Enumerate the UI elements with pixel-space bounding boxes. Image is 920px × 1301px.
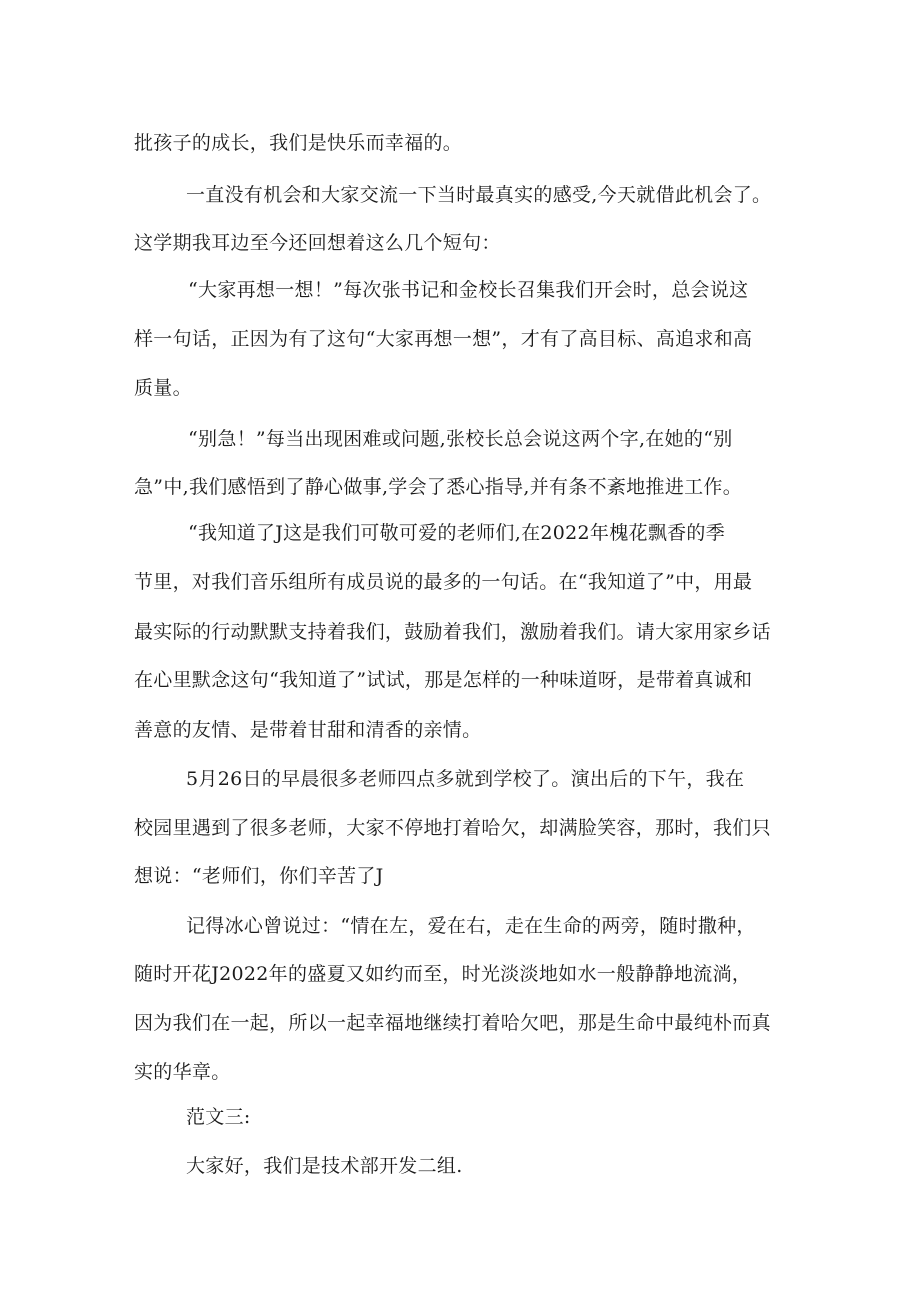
text-line-18: 随时开花J2022年的盛夏又如约而至，时光淡淡地如水一般静静地流淌， <box>134 963 752 985</box>
text-line-4: “大家再想一想！”每次张书记和金校长召集我们开会时，总会说这 <box>188 279 749 301</box>
text-line-12: 在心里默念这句“我知道了”试试，那是怎样的一种味道呀，是带着真诚和 <box>134 669 753 691</box>
text-line-14: 5月26日的早晨很多老师四点多就到学校了。演出后的下午，我在 <box>186 768 745 790</box>
section-heading: 范文三: <box>186 1106 251 1128</box>
text-line-11: 最实际的行动默默支持着我们，鼓励着我们，激励着我们。请大家用家乡话 <box>134 621 771 643</box>
text-line-15: 校园里遇到了很多老师，大家不停地打着哈欠，却满脸笑容，那时，我们只 <box>134 817 771 839</box>
text-line-19: 因为我们在一起，所以一起幸福地继续打着哈欠吧，那是生命中最纯朴而真 <box>134 1012 771 1034</box>
text-line-9: “我知道了J这是我们可敬可爱的老师们,在2022年槐花飘香的季 <box>188 522 726 544</box>
text-line-2: 一直没有机会和大家交流一下当时最真实的感受,今天就借此机会了。 <box>186 184 772 206</box>
text-line-7: “别急！”每当出现困难或问题,张校长总会说这两个字,在她的“别 <box>188 428 733 450</box>
text-line-13: 善意的友情、是带着甘甜和清香的亲情。 <box>134 719 482 741</box>
text-line-20: 实的华章。 <box>134 1061 231 1083</box>
text-line-10: 节里，对我们音乐组所有成员说的最多的一句话。在“我知道了”中，用最 <box>134 571 753 593</box>
text-line-3: 这学期我耳边至今还回想着这么几个短句： <box>134 232 501 254</box>
text-line-22: 大家好，我们是技术部开发二组. <box>186 1155 463 1177</box>
text-line-1: 批孩子的成长，我们是快乐而幸福的。 <box>134 132 463 154</box>
text-line-16: 想说：“老师们，你们辛苦了J <box>134 865 384 887</box>
text-line-5: 样一句话，正因为有了这句“大家再想一想”，才有了高目标、高追求和高 <box>134 328 753 350</box>
text-line-17: 记得冰心曾说过：“情在左，爱在右，走在生命的两旁，随时撒种， <box>186 915 756 937</box>
text-line-6: 质量。 <box>134 377 192 399</box>
text-line-8: 急”中,我们感悟到了静心做事,学会了悉心指导,并有条不紊地推进工作。 <box>134 476 743 498</box>
